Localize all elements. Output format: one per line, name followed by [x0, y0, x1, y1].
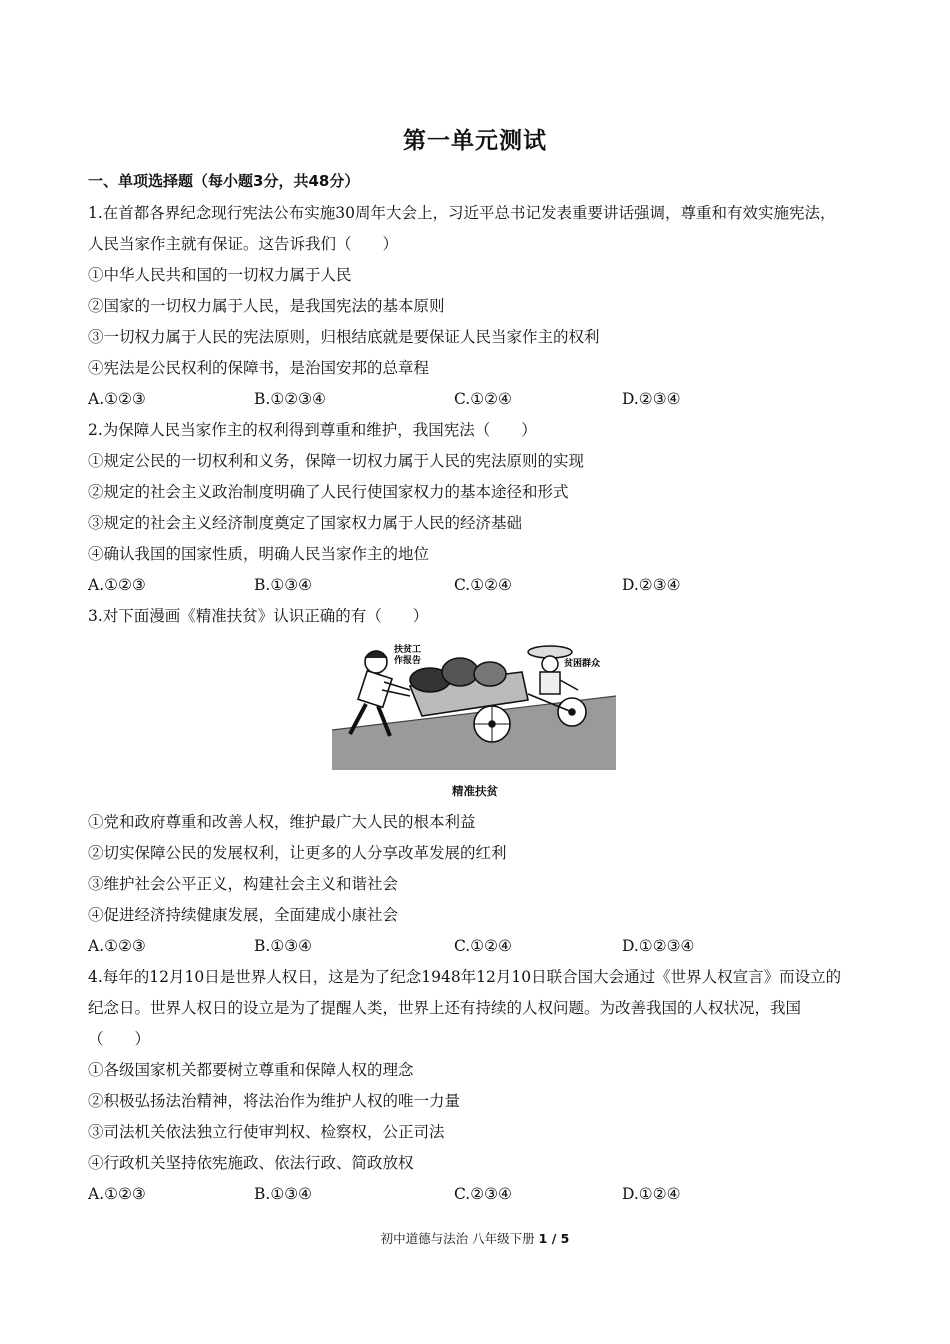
q4-item-3: ③司法机关依法独立行使审判权、检察权，公正司法: [88, 1123, 445, 1141]
q1-item-4: ④宪法是公民权利的保障书，是治国安邦的总章程: [88, 359, 430, 377]
q3-item-3: ③维护社会公平正义，构建社会主义和谐社会: [88, 875, 399, 893]
q2-option-a: A.①②③: [88, 576, 146, 594]
q1-stem-line-2: 人民当家作主就有保证。这告诉我们（ ）: [88, 235, 399, 253]
q1-stem-line-1: 1.在首都各界纪念现行宪法公布实施30周年大会上，习近平总书记发表重要讲话强调，尊重和有效实施宪法，: [88, 204, 836, 222]
q2-stem-line-1: 2.为保障人民当家作主的权利得到尊重和维护，我国宪法（ ）: [88, 421, 537, 439]
q2-option-c: C.①②④: [454, 576, 512, 594]
q2-item-2: ②规定的社会主义政治制度明确了人民行使国家权力的基本途径和形式: [88, 483, 569, 501]
q4-item-1: ①各级国家机关都要树立尊重和保障人权的理念: [88, 1061, 414, 1079]
q2-item-3: ③规定的社会主义经济制度奠定了国家权力属于人民的经济基础: [88, 514, 523, 532]
q3-stem-line-1: 3.对下面漫画《精准扶贫》认识正确的有（ ）: [88, 607, 429, 625]
q1-item-3: ③一切权力属于人民的宪法原则，归根结底就是要保证人民当家作主的权利: [88, 328, 600, 346]
q3-item-2: ②切实保障公民的发展权利，让更多的人分享改革发展的红利: [88, 844, 507, 862]
page-footer: [0, 1229, 950, 1247]
q3-option-d: D.①②③④: [622, 937, 695, 955]
cartoon-illustration: [332, 638, 616, 770]
q1-option-b: B.①②③④: [254, 390, 326, 408]
q1-item-2: ②国家的一切权力属于人民，是我国宪法的基本原则: [88, 297, 445, 315]
q4-stem-line-3: （ ）: [88, 1030, 151, 1048]
q2-option-b: B.①③④: [254, 576, 313, 594]
footer-text: 初中道德与法治 八年级下册: [380, 1231, 535, 1246]
q2-item-4: ④确认我国的国家性质，明确人民当家作主的地位: [88, 545, 430, 563]
q4-option-a: A.①②③: [88, 1185, 146, 1203]
q1-option-d: D.②③④: [622, 390, 681, 408]
q4-item-4: ④行政机关坚持依宪施政、依法行政、简政放权: [88, 1154, 414, 1172]
q4-option-b: B.①③④: [254, 1185, 313, 1203]
q4-stem-line-2: 纪念日。世界人权日的设立是为了提醒人类，世界上还有持续的人权问题。为改善我国的人权状况，我国: [88, 999, 802, 1017]
figure-caption: 精准扶贫: [452, 784, 498, 798]
page-title: 第一单元测试: [403, 128, 547, 154]
q3-item-1: ①党和政府尊重和改善人权，维护最广大人民的根本利益: [88, 813, 476, 831]
q4-stem-line-1: 4.每年的12月10日是世界人权日，这是为了纪念1948年12月10日联合国大会通过《世界人权宣言》而设立的: [88, 968, 842, 986]
q4-option-d: D.①②④: [622, 1185, 681, 1203]
q2-item-1: ①规定公民的一切权利和义务，保障一切权力属于人民的宪法原则的实现: [88, 452, 585, 470]
q3-item-4: ④促进经济持续健康发展，全面建成小康社会: [88, 906, 399, 924]
q3-option-b: B.①③④: [254, 937, 313, 955]
q3-option-c: C.①②④: [454, 937, 512, 955]
q1-option-c: C.①②④: [454, 390, 512, 408]
page-number: 1 / 5: [538, 1231, 570, 1246]
q2-option-d: D.②③④: [622, 576, 681, 594]
rider: [528, 646, 578, 694]
label-left-1: 扶贫工: [394, 645, 422, 655]
q4-option-c: C.②③④: [454, 1185, 512, 1203]
label-left-2: 作报告: [394, 656, 422, 666]
q2-options: [88, 575, 868, 595]
q1-options: [88, 389, 868, 409]
label-right: 贫困群众: [564, 659, 601, 669]
q4-item-2: ②积极弘扬法治精神，将法治作为维护人权的唯一力量: [88, 1092, 461, 1110]
q3-option-a: A.①②③: [88, 937, 146, 955]
q1-item-1: ①中华人民共和国的一切权力属于人民: [88, 266, 352, 284]
cartoon-drawing: [332, 638, 616, 770]
section-heading: 一、单项选择题（每小题3分，共48分）: [88, 172, 360, 190]
q3-options: [88, 936, 868, 956]
q1-option-a: A.①②③: [88, 390, 146, 408]
q4-options: [88, 1184, 868, 1204]
